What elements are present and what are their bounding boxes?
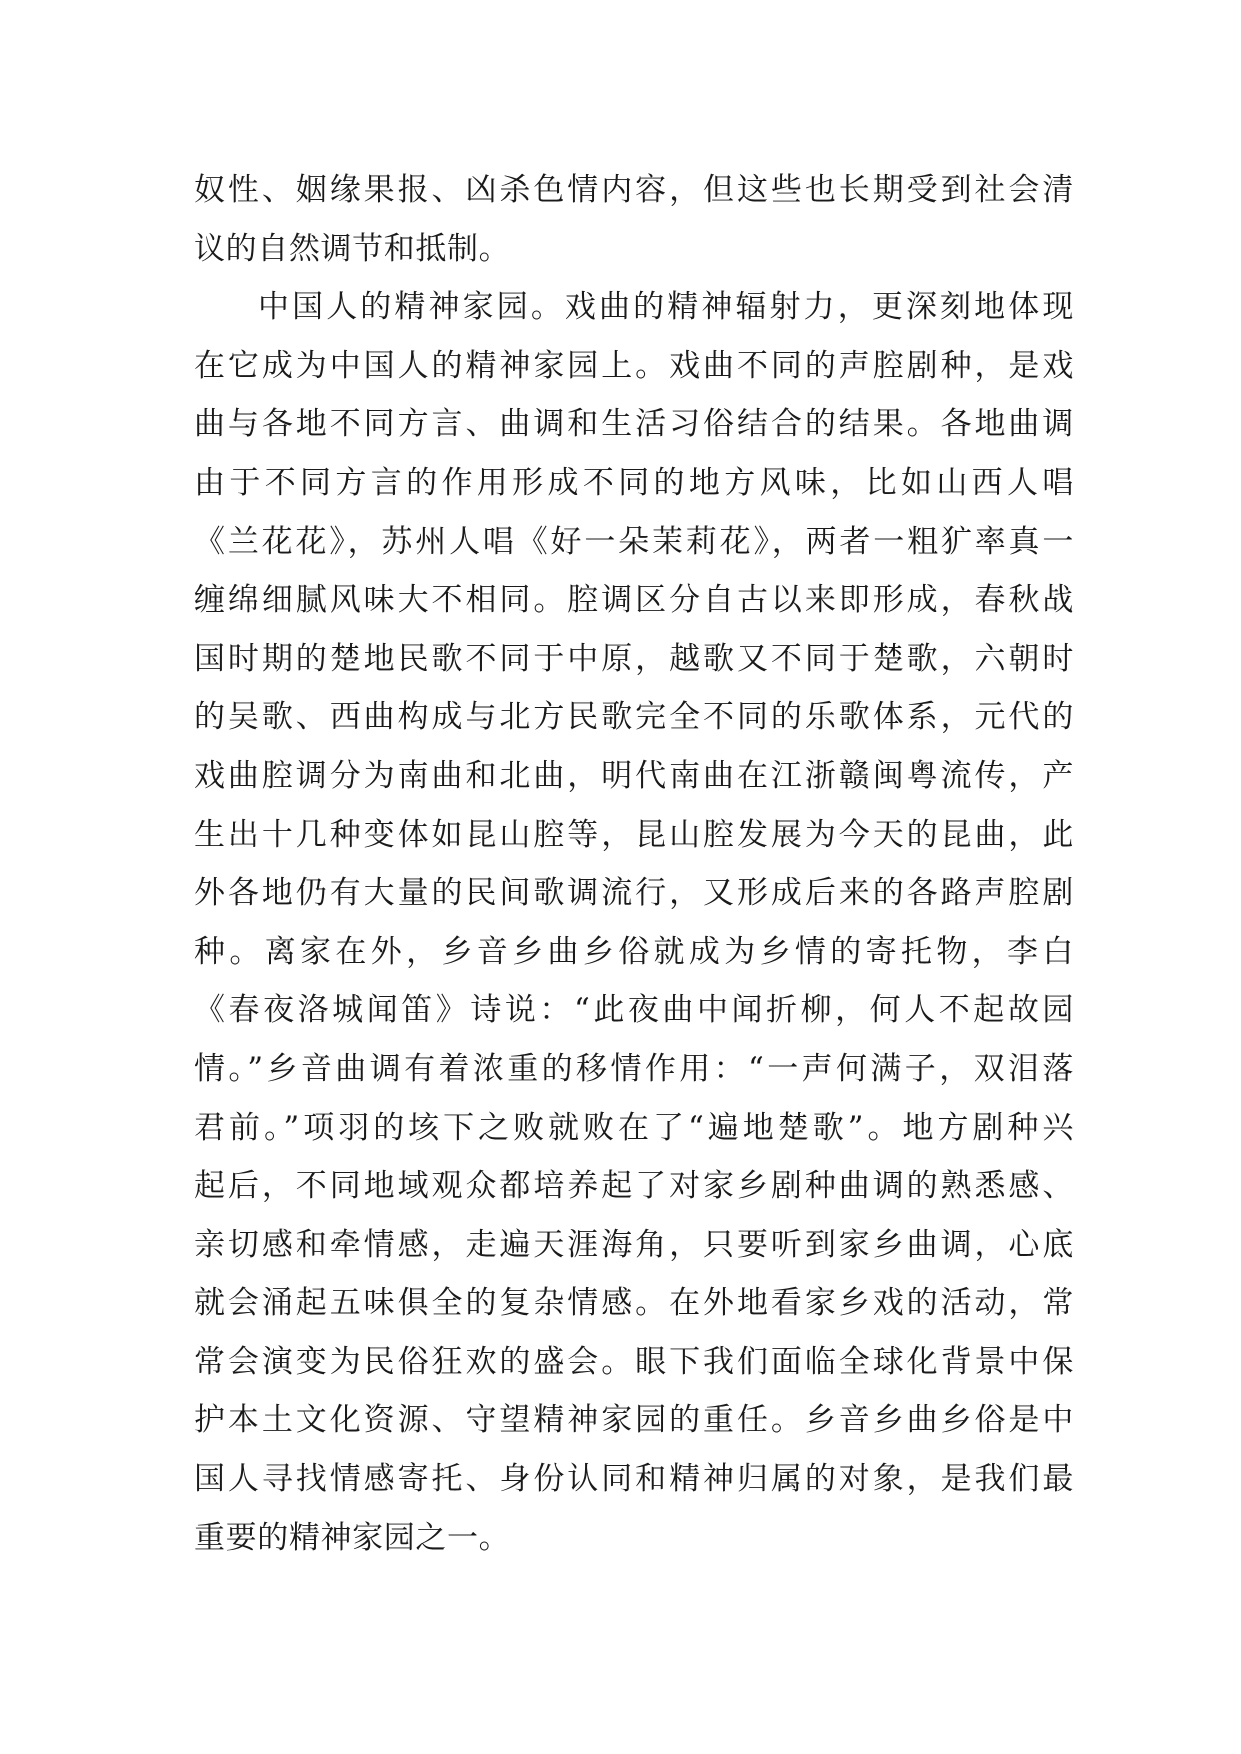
paragraph-heading-line: 中国人的精神家园。戏曲的精神辐射力，更深刻地体现 bbox=[258, 289, 1074, 326]
text-line: 起后，不同地域观众都培养起了对家乡剧种曲调的熟悉感、 bbox=[194, 1168, 1074, 1205]
text-line: 亲切感和牵情感，走遍天涯海角，只要听到家乡曲调，心底 bbox=[194, 1226, 1074, 1263]
text-line: 生出十几种变体如昆山腔等，昆山腔发展为今天的昆曲，此 bbox=[194, 816, 1074, 853]
text-line: 就会涌起五味俱全的复杂情感。在外地看家乡戏的活动，常 bbox=[194, 1285, 1074, 1322]
text-line: 《兰花花》，苏州人唱《好一朵茉莉花》，两者一粗犷率真一 bbox=[194, 523, 1074, 560]
text-line: 《春夜洛城闻笛》诗说：“此夜曲中闻折柳，何人不起故园 bbox=[194, 992, 1074, 1029]
text-line: 常会演变为民俗狂欢的盛会。眼下我们面临全球化背景中保 bbox=[194, 1343, 1074, 1380]
text-line: 由于不同方言的作用形成不同的地方风味，比如山西人唱 bbox=[194, 464, 1074, 501]
text-line: 国人寻找情感寄托、身份认同和精神归属的对象，是我们最 bbox=[194, 1461, 1074, 1498]
text-line: 护本土文化资源、守望精神家园的重任。乡音乡曲乡俗是中 bbox=[194, 1402, 1074, 1439]
text-line: 外各地仍有大量的民间歌调流行，又形成后来的各路声腔剧 bbox=[194, 875, 1074, 912]
text-line: 种。离家在外，乡音乡曲乡俗就成为乡情的寄托物，李白 bbox=[194, 933, 1074, 970]
text-line: 情。”乡音曲调有着浓重的移情作用：“一声何满子，双泪落 bbox=[194, 1050, 1074, 1087]
text-line: 曲与各地不同方言、曲调和生活习俗结合的结果。各地曲调 bbox=[194, 406, 1074, 443]
text-line: 缠绵细腻风味大不相同。腔调区分自古以来即形成，春秋战 bbox=[194, 582, 1074, 619]
text-line: 奴性、姻缘果报、凶杀色情内容，但这些也长期受到社会清 bbox=[194, 172, 1074, 208]
text-line: 议的自然调节和抵制。 bbox=[194, 230, 511, 267]
text-line: 在它成为中国人的精神家园上。戏曲不同的声腔剧种，是戏 bbox=[194, 347, 1074, 384]
text-line: 国时期的楚地民歌不同于中原，越歌又不同于楚歌，六朝时 bbox=[194, 640, 1074, 677]
body-text bbox=[194, 161, 1074, 1567]
text-line: 重要的精神家园之一。 bbox=[194, 1519, 511, 1556]
text-line: 君前。”项羽的垓下之败就败在了“遍地楚歌”。地方剧种兴 bbox=[194, 1109, 1074, 1146]
text-line: 戏曲腔调分为南曲和北曲，明代南曲在江浙赣闽粤流传，产 bbox=[194, 757, 1074, 794]
text-line: 的吴歌、西曲构成与北方民歌完全不同的乐歌体系，元代的 bbox=[194, 699, 1074, 736]
